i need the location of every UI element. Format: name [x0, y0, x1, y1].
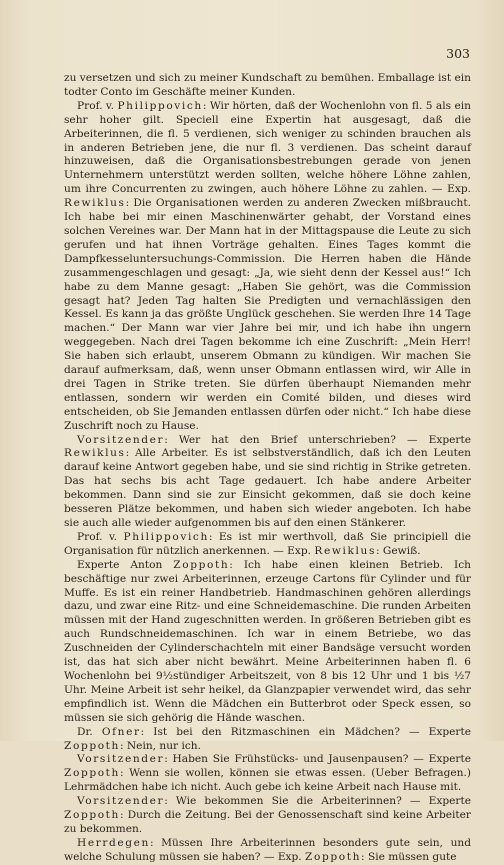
paragraph	[64, 100, 471, 434]
text-run: : Ist bei den Ritzmaschinen ein Mädchen? — Experte	[140, 725, 471, 738]
paragraph	[64, 726, 471, 754]
text-run: Experte Anton	[77, 558, 174, 571]
text-run: : Wie bekommen Sie die Arbeiterinnen? — Experte	[164, 795, 471, 808]
text-run: Prof. v.	[77, 530, 124, 543]
speaker-name: Rewiklus	[64, 197, 126, 210]
text-run: : Durch die Zeitung. Bei der Genossenschaft sind keine Arbeiter zu bekommen.	[64, 809, 471, 835]
text-run: : Haben Sie Frühstücks- und Jausenpausen? — Experte	[164, 753, 471, 766]
text-run: Dr.	[77, 725, 102, 738]
text-run: Prof. v.	[77, 99, 118, 112]
speaker-name: Vorsitzender	[77, 753, 165, 766]
speaker-name: Rewiklus	[314, 544, 376, 557]
text-run: : Wer hat den Brief unterschrieben? — Experte	[164, 433, 471, 446]
text-run: : Wenn sie wollen, können sie etwas essen. (Ueber Befragen.) Lehrmädchen habe ich nicht. Auch gebe ich keine Arbeit nach Hause mit.	[64, 767, 471, 794]
paragraph	[64, 72, 471, 100]
paragraph	[64, 531, 471, 559]
speaker-name: Zoppoth	[64, 767, 120, 780]
speaker-name: Ofner	[101, 725, 141, 738]
text-run: : Sie müssen gute	[361, 850, 457, 863]
speaker-name: Zoppoth	[305, 850, 362, 863]
text-run: : Nein, nur ich.	[119, 739, 201, 752]
page-number: 303	[446, 46, 470, 61]
paragraph	[64, 434, 471, 531]
text-run: : Die Organisationen werden zu anderen Zwecken mißbraucht. Ich habe bei mir einen Maschinenwärter gehabt, der Vorstand eines solchen Vereines war. Der Mann hat in der Mittagspause die Leute zu sich gerufen und hat ihnen Vorträge gehalten. Eines Tages kommt die Dampfkesseluntersuchungs-Commission. Die Herren haben die Hände zusammengeschlagen und gesagt: „Ja, wie sieht denn der Kessel aus!“ Ich habe zu dem Manne gesagt: „Haben Sie gehört, was die Commission gesagt hat? Jeden Tag halten Sie Predigten und vernachlässigen den Kessel. Es kann ja das größte Unglück geschehen. Sie werden Ihre 14 Tage machen.“ Der Mann war vier Jahre bei mir, und ich habe ihn ungern weggegeben. Nach drei Tagen bekomme ich eine Zuschrift: „Mein Herr! Sie haben sich erlaubt, unserem Obmann zu kündigen. Wir machen Sie darauf aufmerksam, daß, wenn unser Obmann entlassen wird, wir Alle in drei Tagen in Strike treten. Sie dürfen überhaupt Niemanden mehr entlassen, sondern wir werden ein Comité bilden, und dieses wird entscheiden, ob Sie Jemanden entlassen dürfen oder nicht.“ Ich habe diese Zuschrift noch zu Hause.	[64, 197, 471, 432]
speaker-name: Herrdegen	[77, 836, 150, 849]
text-run: : Müssen Ihre Arbeiterinnen besonders gute sein, und welche Schulung müssen sie haben? — Exp.	[64, 836, 471, 863]
speaker-name: Zoppoth	[64, 809, 120, 822]
paragraph	[64, 837, 471, 865]
text-run: : Wir hörten, daß der Wochenlohn von fl. 5 als ein sehr hoher gilt. Speciell eine Expertin hat ausgesagt, daß die Arbeiterinnen, die fl. 5 verdienen, sich weniger zu schinden brauchen als in anderen Betrieben jene, die nur fl. 3 verdienen. Das scheint darauf hinzuweisen, daß die Organisationsbestrebungen gerade von jenen Unternehmern unterstützt werden sollten, welche höhere Löhne zahlen, um ihre Concurrenten zu zwingen, auch höhere Löhne zu zahlen. — Exp.	[64, 99, 471, 196]
text-run: : Gewiß.	[375, 544, 421, 557]
speaker-name: Zoppoth	[64, 739, 120, 752]
speaker-name: Philippovich	[117, 99, 203, 112]
text-run: zu versetzen und sich zu meiner Kundschaft zu bemühen. Emballage ist ein todter Conto im Geschäfte meiner Kunden.	[64, 72, 471, 98]
paragraph	[64, 753, 471, 795]
text-run: : Ich habe einen kleinen Betrieb. Ich beschäftige nur zwei Arbeiterinnen, erzeuge Cartons für Cylinder und für Muffe. Es ist ein reiner Handbetrieb. Handmaschinen gehören allerdings dazu, und zwar eine Ritz- und eine Schneidemaschine. Die runden Arbeiten müssen mit der Hand zugeschnitten werden. In größeren Betrieben gibt es auch Rundschneidemaschinen. Ich war in einem Betriebe, wo das Zuschneiden der Cylinderschachteln mit einer Bandsäge versucht worden ist, das hat sich aber nicht bewährt. Meine Arbeiterinnen haben fl. 6 Wochenlohn bei 9½stündiger Arbeitszeit, von 8 bis 12 Uhr und 1 bis ½7 Uhr. Meine Arbeit ist sehr heikel, da Glanzpapier verwendet wird, das sehr empfindlich ist. Wenn die Mädchen ein Butterbrot oder Speck essen, so müssen sie sich gehörig die Hände waschen.	[64, 558, 472, 724]
body-text	[64, 72, 471, 865]
speaker-name: Vorsitzender	[77, 433, 165, 446]
speaker-name: Philippovich	[123, 530, 209, 543]
speaker-name: Rewiklus	[64, 447, 126, 460]
text-run: : Es ist mir werthvoll, daß Sie principiell die Organisation für nützlich anerkennen. — Exp.	[64, 530, 471, 557]
text-run: : Alle Arbeiter. Es ist selbstverständlich, daß ich den Leuten darauf keine Antwort gegeben habe, und sie sind richtig in Strike getreten. Das hat sechs bis acht Tage gedauert. Ich habe andere Arbeiter bekommen. Dann sind sie zur Einsicht gekommen, daß sie doch keine besseren Plätze bekommen, und haben sich wieder angeboten. Ich habe sie auch alle wieder aufgenommen bis auf den einen Stänkerer.	[64, 447, 471, 529]
paragraph	[64, 795, 471, 837]
speaker-name: Vorsitzender	[77, 795, 165, 808]
paragraph	[64, 559, 471, 726]
speaker-name: Zoppoth	[173, 558, 230, 571]
